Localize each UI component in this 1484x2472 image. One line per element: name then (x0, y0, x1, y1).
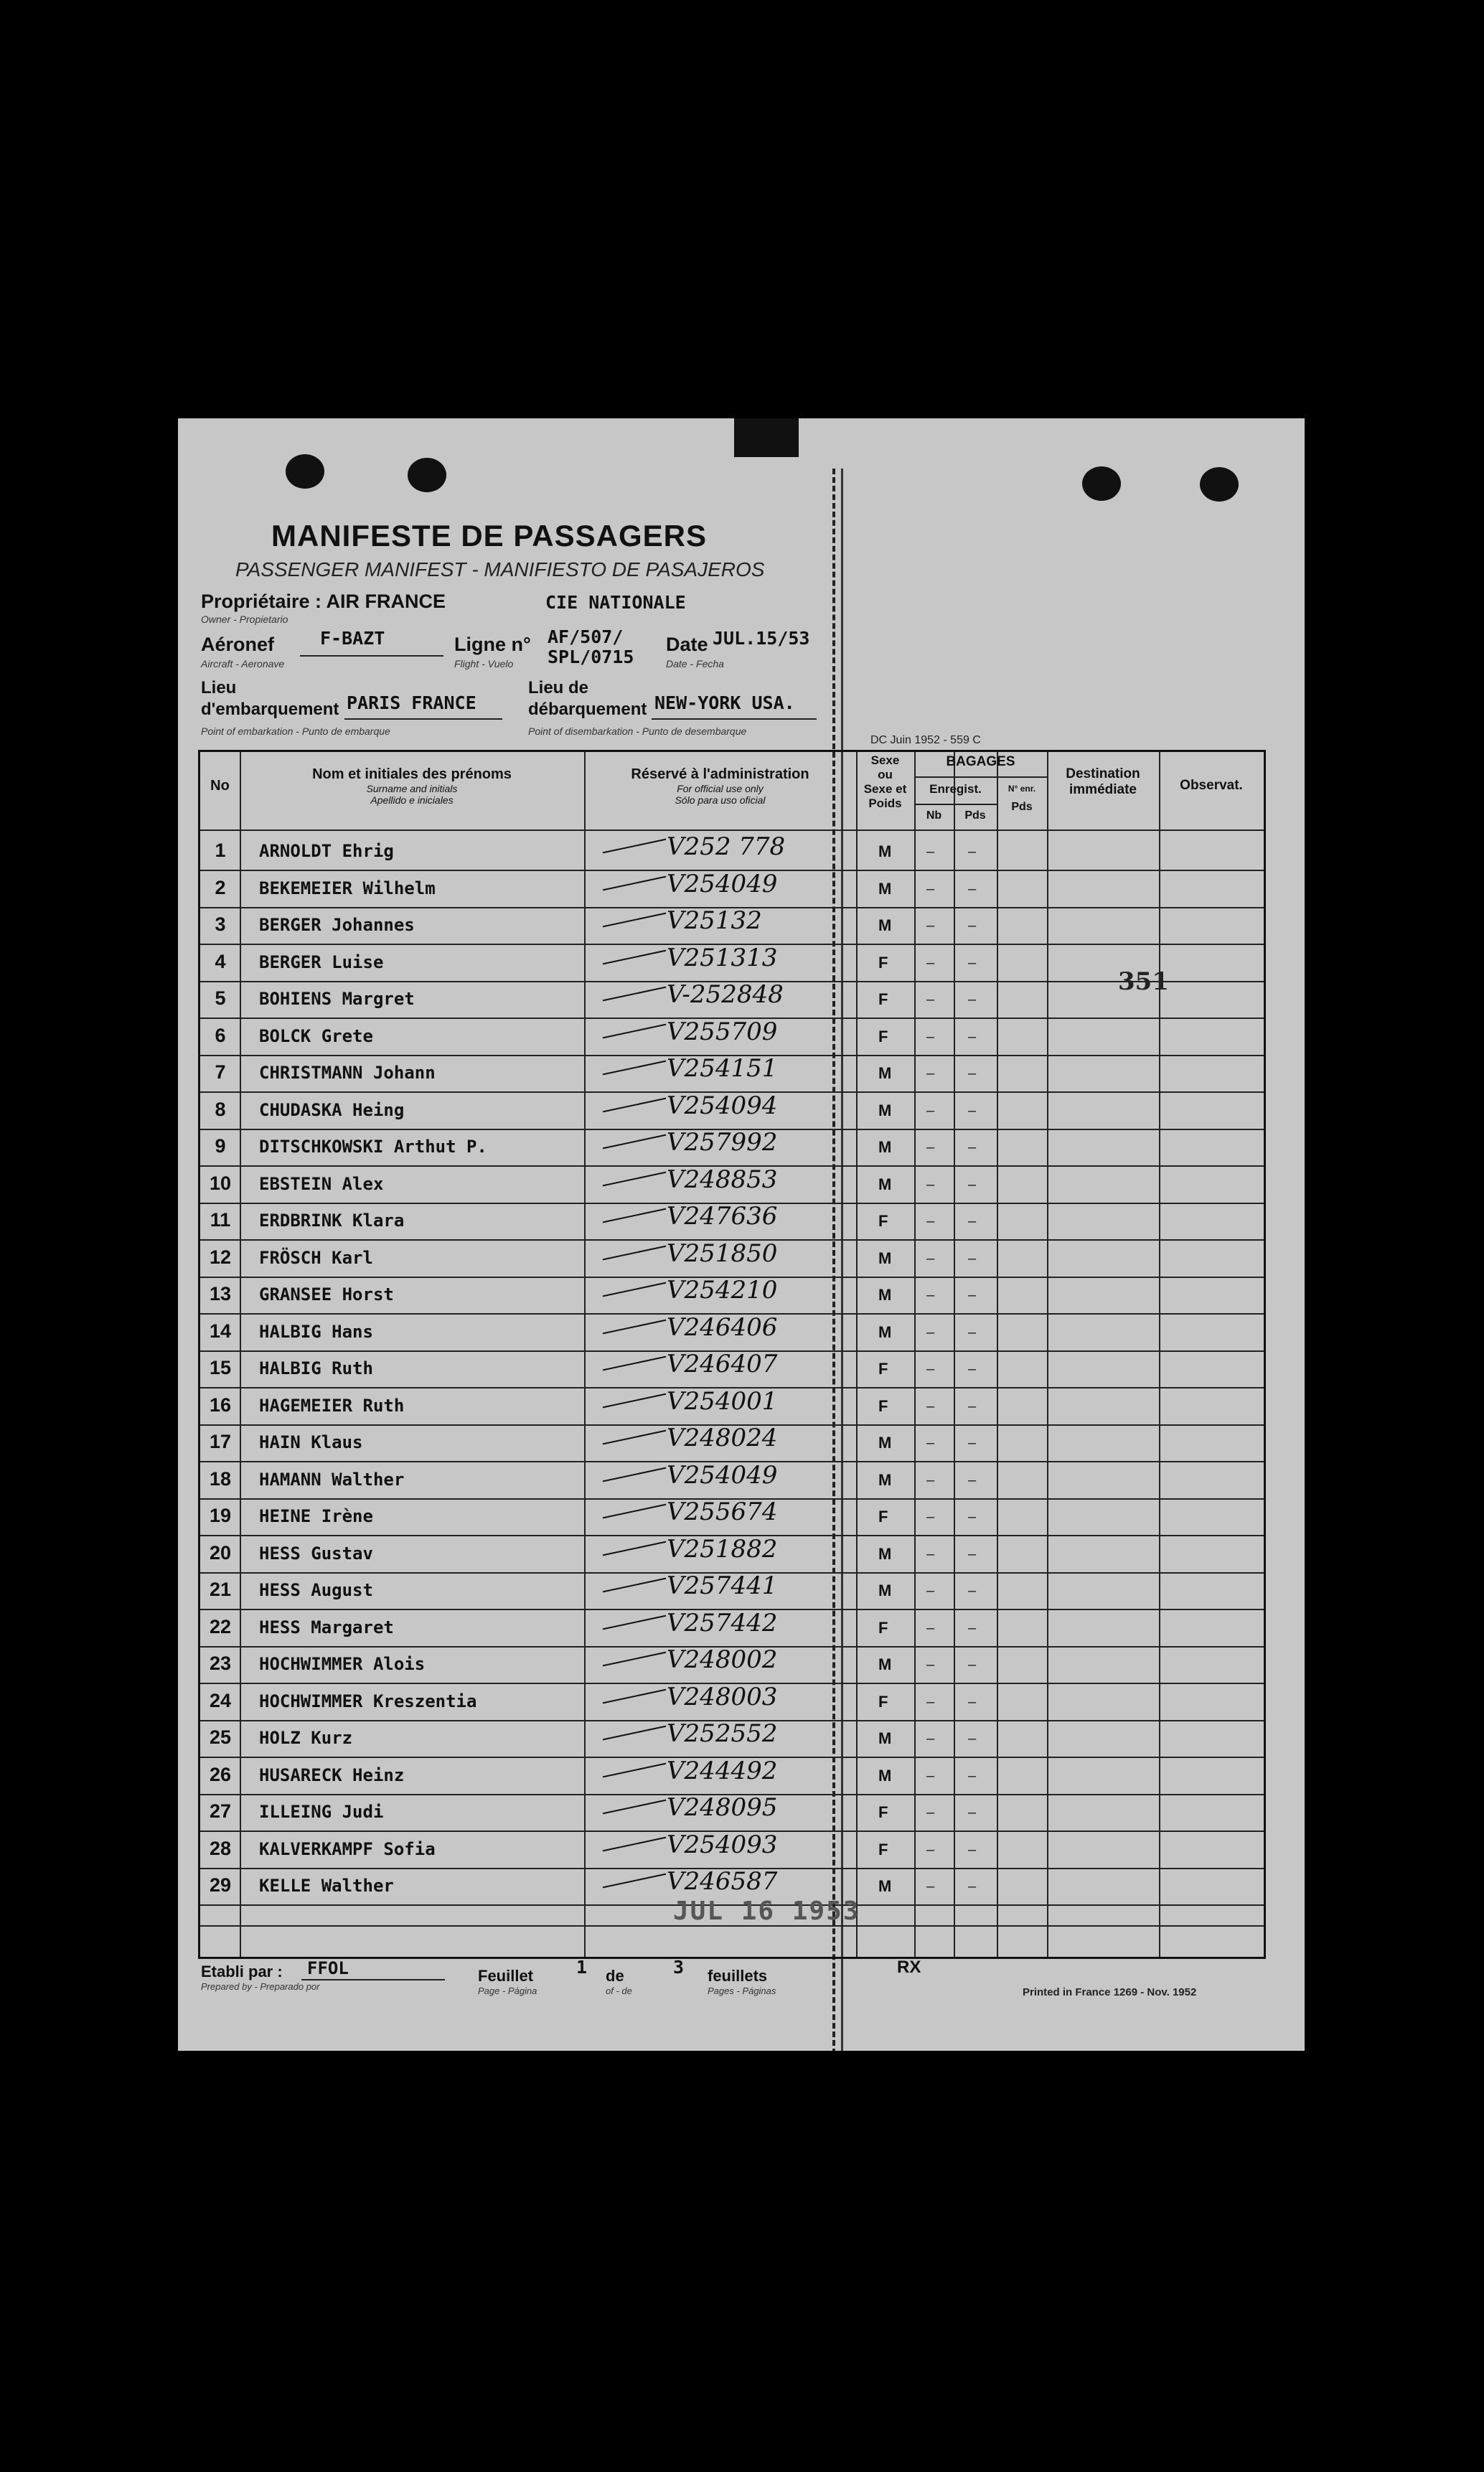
visa-number: V248853 (667, 1165, 778, 1194)
owner-label: Propriétaire : AIR FRANCE (201, 591, 446, 612)
total-value: 3 (673, 1957, 685, 1978)
baggage-dash: – (968, 1139, 977, 1155)
row-number: 28 (209, 1837, 232, 1859)
punch-hole (286, 454, 324, 489)
visa-number: V248002 (667, 1645, 778, 1674)
row-number: 26 (209, 1763, 232, 1785)
baggage-dash: – (968, 1066, 977, 1081)
visa-number: V254049 (667, 869, 778, 898)
row-number: 24 (209, 1689, 232, 1711)
baggage-dash: – (968, 1398, 977, 1414)
baggage-dash: – (926, 918, 935, 934)
table-row (200, 1571, 1264, 1610)
row-number: 11 (210, 1209, 231, 1231)
table-row (200, 906, 1264, 945)
check-mark (603, 1208, 666, 1223)
table-row (200, 1239, 1264, 1278)
passenger-sex: M (878, 916, 892, 934)
visa-number: V254151 (667, 1054, 778, 1083)
embark-label: d'embarquement (201, 700, 339, 719)
flight-label: Ligne n° (454, 634, 531, 655)
check-mark (603, 1282, 666, 1297)
visa-number: V254049 (667, 1460, 778, 1490)
check-mark (603, 949, 666, 964)
baggage-dash: – (926, 1583, 935, 1599)
baggage-dash: – (926, 1324, 935, 1340)
table-row (200, 1128, 1264, 1167)
table-row (200, 1830, 1264, 1869)
check-mark (603, 987, 666, 1002)
visa-number: V257442 (667, 1608, 778, 1637)
table-row (200, 944, 1264, 982)
row-number: 18 (209, 1467, 232, 1490)
top-notch (734, 418, 799, 457)
flight-value-line1: AF/507/ (548, 626, 624, 647)
passenger-name: CHUDASKA Heing (259, 1099, 405, 1120)
passenger-name: HESS August (259, 1580, 373, 1600)
baggage-dash: – (968, 1250, 977, 1266)
passenger-sex: M (878, 1470, 892, 1489)
visa-number: V248024 (667, 1424, 778, 1452)
baggage-dash: – (926, 1805, 935, 1820)
passenger-name: KELLE Walther (259, 1876, 394, 1896)
embark-sub: Point of embarkation - Punto de embarque (201, 725, 390, 737)
baggage-dash: – (926, 1028, 935, 1045)
baggage-dash: – (926, 1657, 935, 1673)
passenger-name: DITSCHKOWSKI Arthut P. (259, 1137, 487, 1157)
check-mark (603, 1171, 666, 1186)
row-number: 20 (209, 1541, 232, 1564)
check-mark (603, 1874, 666, 1889)
check-mark (603, 1393, 666, 1408)
table-row (200, 1609, 1264, 1648)
passenger-sex: M (878, 1766, 892, 1785)
baggage-dash: – (926, 1841, 935, 1858)
row-number: 14 (209, 1320, 232, 1342)
passenger-name: HOCHWIMMER Alois (259, 1654, 426, 1674)
passenger-name: CHRISTMANN Johann (259, 1063, 436, 1083)
date-value: JUL.15/53 (713, 628, 810, 649)
visa-number: V247636 (667, 1202, 778, 1231)
passenger-sex: F (878, 1360, 888, 1378)
visa-number: V254093 (667, 1830, 778, 1859)
baggage-dash: – (926, 1509, 935, 1525)
passenger-table (198, 750, 1266, 1959)
prepared-value: FFOL (307, 1958, 349, 1978)
visa-number: V251313 (667, 943, 778, 972)
visa-number: V246587 (667, 1867, 778, 1896)
baggage-dash: – (926, 1139, 935, 1155)
date-sub: Date - Fecha (666, 658, 724, 669)
manifest-subtitle: PASSENGER MANIFEST - MANIFIESTO DE PASAJEROS (235, 558, 765, 581)
baggage-dash: – (968, 1435, 977, 1451)
check-mark (603, 1245, 666, 1260)
check-mark (603, 1578, 666, 1593)
baggage-dash: – (926, 1693, 935, 1710)
table-row (200, 1202, 1264, 1241)
visa-number: V257441 (667, 1571, 778, 1600)
check-mark (603, 1467, 666, 1482)
passenger-name: BOLCK Grete (259, 1025, 373, 1046)
passenger-sex: M (878, 1434, 892, 1452)
baggage-dash: – (926, 1546, 935, 1562)
printed-in-france: Printed in France 1269 - Nov. 1952 (1023, 1986, 1197, 1998)
passenger-sex: M (878, 1101, 892, 1119)
passenger-name: HESS Margaret (259, 1617, 394, 1637)
passenger-sex: M (878, 1064, 892, 1082)
check-mark (603, 1762, 666, 1777)
disembark-sub: Point of disembarkation - Punto de desembarque (528, 725, 747, 737)
passenger-sex: M (878, 1655, 892, 1673)
table-row (200, 980, 1264, 1019)
baggage-dash: – (926, 1361, 935, 1377)
baggage-dash: – (968, 1509, 977, 1525)
passenger-sex: F (878, 1692, 888, 1711)
passenger-sex: M (878, 879, 892, 898)
underline (652, 718, 817, 720)
passenger-name: HUSARECK Heinz (259, 1764, 405, 1785)
baggage-dash: – (968, 1546, 977, 1562)
passenger-name: BEKEMEIER Wilhelm (259, 878, 436, 898)
manifest-sheet (178, 418, 1305, 2051)
passenger-sex: F (878, 1618, 888, 1637)
col-observations: Observat. (1180, 778, 1243, 793)
table-row (200, 1719, 1264, 1758)
passenger-name: GRANSEE Horst (259, 1284, 394, 1305)
visa-number: V252552 (667, 1719, 778, 1748)
baggage-dash: – (926, 1287, 935, 1303)
punch-hole (1200, 467, 1239, 502)
check-mark (603, 839, 666, 854)
baggage-dash: – (926, 1066, 935, 1081)
owner-value: CIE NATIONALE (545, 592, 686, 613)
baggage-dash: – (926, 1102, 935, 1119)
prepared-label: Etabli par : (201, 1963, 283, 1980)
passenger-sex: F (878, 990, 888, 1008)
visa-number: V248095 (667, 1793, 778, 1822)
baggage-dash: – (926, 992, 935, 1007)
passenger-name: HOCHWIMMER Kreszentia (259, 1691, 477, 1711)
passenger-sex: M (878, 1322, 892, 1341)
table-row (200, 1793, 1264, 1832)
baggage-dash: – (968, 1102, 977, 1119)
check-mark (603, 1726, 666, 1741)
passenger-sex: F (878, 1212, 888, 1230)
rx-mark: RX (897, 1958, 921, 1977)
baggage-dash: – (968, 880, 977, 897)
table-row (200, 1424, 1264, 1462)
passenger-sex: F (878, 953, 888, 972)
passenger-sex: F (878, 1396, 888, 1415)
check-mark (603, 1836, 666, 1851)
passenger-name: ERDBRINK Klara (259, 1211, 405, 1231)
baggage-dash: – (968, 1841, 977, 1858)
visa-number: V257992 (667, 1128, 778, 1157)
table-row (200, 1054, 1264, 1093)
baggage-dash: – (968, 1767, 977, 1784)
visa-number: V251882 (667, 1534, 778, 1564)
aircraft-value: F-BAZT (320, 628, 385, 649)
row-number: 15 (209, 1357, 232, 1378)
sheet-label: Feuillet (478, 1967, 534, 1985)
row-number: 21 (209, 1579, 232, 1600)
aircraft-sub: Aircraft - Aeronave (201, 658, 285, 669)
passenger-name: ARNOLDT Ehrig (259, 841, 394, 861)
passenger-sex: M (878, 1249, 892, 1267)
col-baggage: BAGAGES (946, 754, 1015, 769)
passenger-name: ILLEING Judi (259, 1802, 384, 1822)
baggage-dash: – (926, 1213, 935, 1229)
check-mark (603, 1688, 666, 1703)
passenger-sex: M (878, 1175, 892, 1193)
baggage-dash: – (968, 1213, 977, 1229)
baggage-dash: – (926, 1620, 935, 1636)
visa-number: V-252848 (667, 980, 784, 1009)
form-code: DC Juin 1952 - 559 C (870, 734, 981, 746)
passenger-sex: M (878, 1877, 892, 1895)
baggage-dash: – (968, 1361, 977, 1377)
aircraft-label: Aéronef (201, 634, 275, 655)
visa-number: V251850 (667, 1239, 778, 1268)
baggage-dash: – (926, 954, 935, 971)
passenger-sex: F (878, 1508, 888, 1526)
visa-number: V25132 (667, 906, 762, 935)
check-mark (603, 913, 666, 928)
row-number: 1 (215, 840, 226, 861)
row-number: 29 (209, 1874, 232, 1896)
passenger-sex: F (878, 1840, 888, 1858)
row-number: 17 (209, 1431, 232, 1452)
baggage-dash: – (968, 1324, 977, 1340)
passenger-sex: M (878, 1286, 892, 1304)
check-mark (603, 1504, 666, 1519)
passenger-name: KALVERKAMPF Sofia (259, 1838, 436, 1859)
check-mark (603, 1800, 666, 1815)
table-row (200, 1461, 1264, 1500)
check-mark (603, 1134, 666, 1150)
table-row (200, 1498, 1264, 1536)
row-number: 12 (209, 1246, 232, 1268)
table-row (200, 1091, 1264, 1130)
row-number: 22 (209, 1615, 232, 1637)
baggage-dash: – (926, 1435, 935, 1451)
check-mark (603, 1615, 666, 1630)
punch-hole (1082, 466, 1121, 501)
baggage-dash: – (968, 1028, 977, 1045)
check-mark (603, 1541, 666, 1556)
baggage-dash: – (968, 1731, 977, 1747)
row-number: 9 (215, 1135, 226, 1157)
visa-number: V255709 (667, 1017, 778, 1046)
annotation-351: 351 (1118, 967, 1169, 996)
col-nb: Nb (926, 809, 942, 822)
passenger-name: HEINE Irène (259, 1506, 373, 1526)
owner-sub: Owner - Propietario (201, 614, 288, 625)
row-number: 27 (209, 1800, 232, 1822)
baggage-dash: – (926, 1731, 935, 1747)
col-admin: Réservé à l'administration For official use only Sólo para uso oficial (631, 766, 809, 806)
flight-value-line2: SPL/0715 (548, 647, 634, 667)
passenger-name: HESS Gustav (259, 1543, 373, 1564)
date-label: Date (666, 634, 708, 655)
baggage-dash: – (968, 1583, 977, 1599)
passenger-name: HALBIG Hans (259, 1321, 373, 1342)
table-row (200, 1645, 1264, 1684)
received-date-stamp: JUL 16 1953 (673, 1897, 860, 1926)
baggage-dash: – (968, 1693, 977, 1710)
baggage-dash: – (968, 844, 977, 860)
col-nonreg: N° enr. Pds (1008, 784, 1036, 813)
baggage-dash: – (968, 1620, 977, 1636)
baggage-dash: – (968, 1657, 977, 1673)
table-row (200, 1387, 1264, 1426)
baggage-dash: – (926, 1767, 935, 1784)
visa-number: V246407 (667, 1350, 778, 1378)
baggage-dash: – (968, 1472, 977, 1488)
visa-number: V254094 (667, 1091, 778, 1120)
disembark-label: Lieu de (528, 678, 589, 697)
check-mark (603, 1652, 666, 1667)
passenger-sex: M (878, 842, 892, 860)
row-number: 10 (209, 1172, 232, 1194)
punch-hole (408, 458, 446, 492)
check-mark (603, 1097, 666, 1112)
table-row (200, 870, 1264, 908)
passenger-name: BERGER Luise (259, 951, 384, 972)
embark-label: Lieu (201, 678, 237, 697)
visa-number: V254210 (667, 1276, 778, 1305)
baggage-dash: – (968, 918, 977, 934)
passenger-sex: F (878, 1027, 888, 1045)
passenger-sex: M (878, 1582, 892, 1599)
sheet-value: 1 (576, 1957, 588, 1978)
visa-number: V246406 (667, 1312, 778, 1342)
row-number: 8 (215, 1098, 226, 1120)
col-registered: Enregist. (929, 782, 982, 796)
col-destination: Destination immédiate (1066, 766, 1140, 797)
of-label: de (606, 1967, 624, 1985)
col-pds: Pds (964, 809, 986, 822)
baggage-dash: – (968, 1287, 977, 1303)
row-number: 19 (209, 1505, 232, 1526)
baggage-dash: – (968, 954, 977, 971)
row-number: 5 (215, 987, 226, 1009)
baggage-dash: – (926, 1250, 935, 1266)
visa-number: V244492 (667, 1756, 778, 1785)
passenger-name: HALBIG Ruth (259, 1358, 373, 1378)
row-number: 13 (209, 1283, 232, 1305)
passenger-name: BOHIENS Margret (259, 989, 415, 1009)
table-row (200, 1018, 1264, 1056)
check-mark (603, 1356, 666, 1371)
row-number: 3 (215, 913, 226, 935)
table-row (200, 1276, 1264, 1315)
check-mark (603, 1430, 666, 1445)
col-name: Nom et initiales des prénoms Surname and initials Apellido e iniciales (312, 766, 512, 806)
sheet-sub: Page - Página (478, 1985, 537, 1996)
table-row (200, 1683, 1264, 1721)
col-sex: Sexe ou Sexe et Poids (863, 753, 907, 810)
passenger-name: BERGER Johannes (259, 915, 415, 935)
table-row (200, 1535, 1264, 1574)
passenger-name: FRÖSCH Karl (259, 1247, 373, 1268)
passenger-name: HAMANN Walther (259, 1469, 405, 1490)
prepared-sub: Prepared by - Preparado por (201, 1981, 320, 1992)
baggage-dash: – (926, 1879, 935, 1894)
passenger-name: EBSTEIN Alex (259, 1173, 384, 1194)
baggage-dash: – (926, 1398, 935, 1414)
baggage-dash: – (926, 844, 935, 860)
visa-number: V252 778 (667, 832, 786, 861)
row-number: 25 (209, 1726, 232, 1748)
col-no: No (210, 778, 230, 794)
disembark-label: débarquement (528, 700, 647, 719)
table-row (200, 1757, 1264, 1795)
check-mark (603, 875, 666, 890)
passenger-name: HOLZ Kurz (259, 1728, 353, 1748)
passenger-sex: M (878, 1729, 892, 1747)
row-number: 2 (215, 876, 226, 898)
underline (300, 655, 443, 657)
row-number: 6 (215, 1024, 226, 1046)
table-row (200, 1165, 1264, 1204)
visa-number: V254001 (667, 1386, 778, 1416)
embark-value: PARIS FRANCE (347, 692, 476, 713)
passenger-sex: F (878, 1803, 888, 1821)
passenger-name: HAGEMEIER Ruth (259, 1395, 405, 1416)
baggage-dash: – (968, 992, 977, 1007)
baggage-dash: – (926, 880, 935, 897)
sheets-label: feuillets (708, 1967, 768, 1985)
passenger-name: HAIN Klaus (259, 1432, 363, 1452)
baggage-dash: – (968, 1805, 977, 1820)
row-number: 16 (209, 1394, 232, 1416)
manifest-title: MANIFESTE DE PASSAGERS (271, 519, 707, 553)
visa-number: V248003 (667, 1682, 778, 1711)
row-number: 23 (209, 1653, 232, 1674)
baggage-dash: – (926, 1176, 935, 1193)
check-mark (603, 1061, 666, 1076)
passenger-sex: M (878, 1138, 892, 1156)
table-row (200, 832, 1264, 871)
visa-number: V255674 (667, 1498, 778, 1526)
baggage-dash: – (968, 1879, 977, 1894)
row-number: 7 (215, 1061, 226, 1083)
of-sub: of - de (606, 1985, 632, 1996)
flight-sub: Flight - Vuelo (454, 658, 514, 669)
disembark-value: NEW-YORK USA. (654, 692, 795, 713)
baggage-dash: – (926, 1472, 935, 1488)
baggage-dash: – (968, 1176, 977, 1193)
row-number: 4 (215, 950, 226, 972)
check-mark (603, 1023, 666, 1038)
passenger-sex: M (878, 1544, 892, 1563)
underline (344, 718, 502, 720)
table-row (200, 1350, 1264, 1388)
table-row (200, 1313, 1264, 1352)
check-mark (603, 1319, 666, 1334)
sheets-sub: Pages - Páginas (708, 1985, 776, 1996)
